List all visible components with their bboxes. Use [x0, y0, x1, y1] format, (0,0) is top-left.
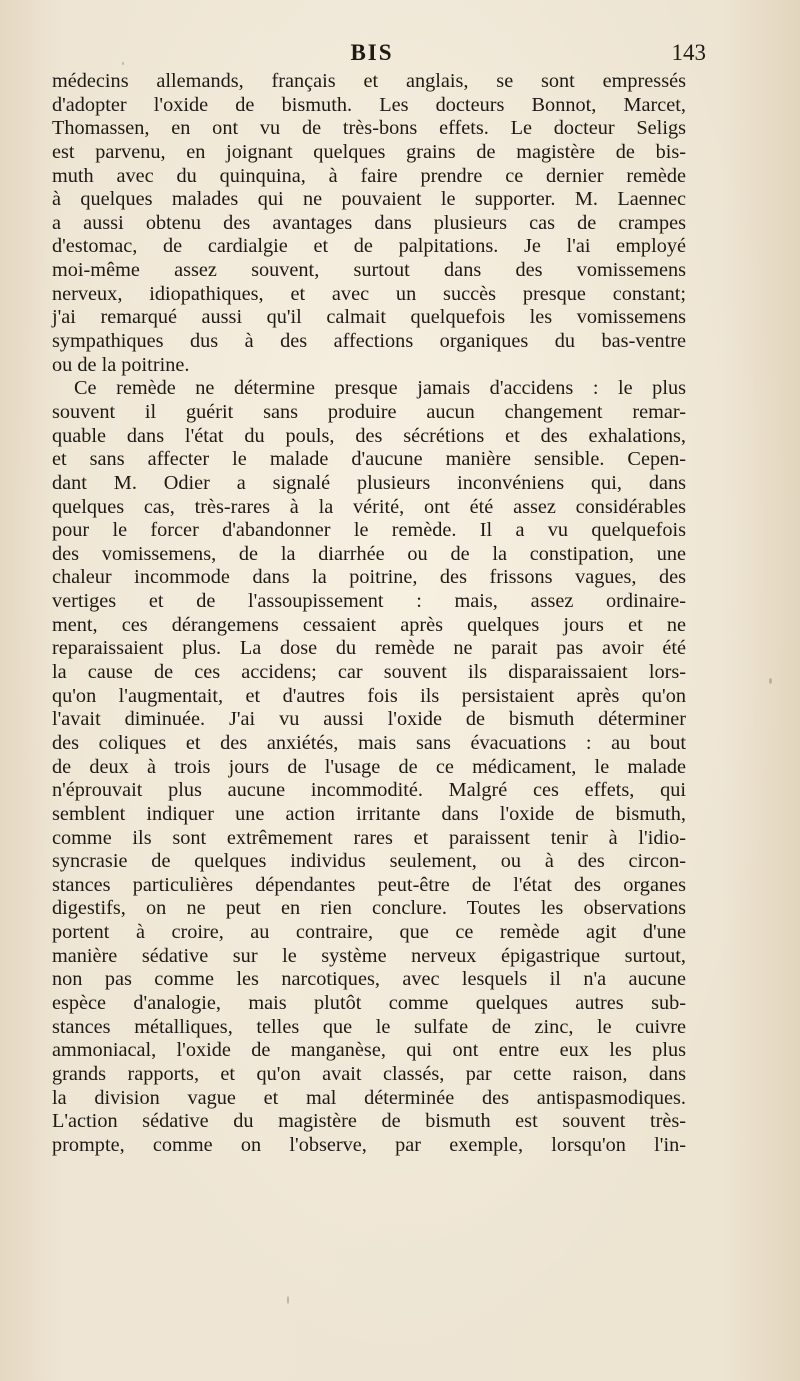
text-line: reparaissaient plus. La dose du remède ne parait pas avoir été	[52, 637, 686, 660]
running-head: BIS	[350, 40, 394, 65]
paper-speck	[122, 62, 124, 65]
paragraph-end-line: ou de la poitrine.	[52, 353, 190, 376]
text-line: quable dans l'état du pouls, des sécrétions et des exhalations,	[52, 424, 686, 447]
text-line: portent à croire, au contraire, que ce remède agit d'une	[52, 921, 686, 944]
paper-speck	[287, 1296, 289, 1304]
text-line: quelques cas, très-rares à la vérité, ont été assez considérables	[52, 495, 686, 518]
text-line: espèce d'analogie, mais plutôt comme quelques autres sub-	[52, 991, 686, 1014]
paragraph-start-line: Ce remède ne détermine presque jamais d'accidens : le plus	[74, 377, 686, 400]
text-line: a aussi obtenu des avantages dans plusieurs cas de crampes	[52, 211, 686, 234]
text-line: muth avec du quinquina, à faire prendre ce dernier remède	[52, 164, 686, 187]
text-line: souvent il guérit sans produire aucun changement remar-	[52, 400, 686, 423]
text-line: n'éprouvait plus aucune incommodité. Malgré ces effets, qui	[52, 779, 686, 802]
text-line: non pas comme les narcotiques, avec lesquels il n'a aucune	[52, 968, 686, 991]
text-line: sympathiques dus à des affections organiques du bas-ventre	[52, 330, 686, 353]
text-line: la cause de ces accidens; car souvent ils disparaissaient lors-	[52, 661, 686, 684]
text-line: vertiges et de l'assoupissement : mais, assez ordinaire-	[52, 590, 686, 613]
text-line: des vomissemens, de la diarrhée ou de la constipation, une	[52, 542, 686, 565]
paper-speck	[769, 678, 772, 684]
text-line: médecins allemands, français et anglais, se sont empressés	[52, 70, 686, 92]
text-line: L'action sédative du magistère de bismuth est souvent très-	[52, 1110, 686, 1133]
text-line: nerveux, idiopathiques, et avec un succès presque constant;	[52, 282, 686, 305]
page-header	[52, 40, 706, 68]
text-line: ment, ces dérangemens cessaient après quelques jours et ne	[52, 613, 686, 636]
text-line: est parvenu, en joignant quelques grains de magistère de bis-	[52, 140, 686, 163]
text-line: Thomassen, en ont vu de très-bons effets. Le docteur Seligs	[52, 117, 686, 140]
text-line: syncrasie de quelques individus seulement, ou à des circon-	[52, 850, 686, 873]
text-line: digestifs, on ne peut en rien conclure. Toutes les observations	[52, 897, 686, 920]
text-line: des coliques et des anxiétés, mais sans évacuations : au bout	[52, 731, 686, 754]
text-line: ammoniacal, l'oxide de manganèse, qui ont entre eux les plus	[52, 1039, 686, 1062]
text-line: dant M. Odier a signalé plusieurs inconvéniens qui, dans	[52, 471, 686, 494]
text-line: d'adopter l'oxide de bismuth. Les docteurs Bonnot, Marcet,	[52, 93, 686, 116]
text-line: l'avait diminuée. J'ai vu aussi l'oxide de bismuth déterminer	[52, 708, 686, 731]
text-line: pour le forcer d'abandonner le remède. Il a vu quelquefois	[52, 519, 686, 542]
text-line: d'estomac, de cardialgie et de palpitations. Je l'ai employé	[52, 235, 686, 258]
text-line: qu'on l'augmentait, et d'autres fois ils persistaient après qu'on	[52, 684, 686, 707]
text-line: moi-même assez souvent, surtout dans des vomissemens	[52, 259, 686, 282]
text-line: et sans affecter le malade d'aucune manière sensible. Cepen-	[52, 448, 686, 471]
body-text	[52, 70, 686, 1157]
text-line: j'ai remarqué aussi qu'il calmait quelquefois les vomissemens	[52, 306, 686, 329]
text-line: à quelques malades qui ne pouvaient le supporter. M. Laennec	[52, 188, 686, 211]
text-line: stances particulières dépendantes peut-être de l'état des organes	[52, 873, 686, 896]
text-line: la division vague et mal déterminée des antispasmodiques.	[52, 1086, 686, 1109]
text-line: chaleur incommode dans la poitrine, des frissons vagues, des	[52, 566, 686, 589]
text-line: prompte, comme on l'observe, par exemple, lorsqu'on l'in-	[52, 1133, 686, 1156]
text-line: grands rapports, et qu'on avait classés, par cette raison, dans	[52, 1062, 686, 1085]
text-line: comme ils sont extrêmement rares et paraissent tenir à l'idio-	[52, 826, 686, 849]
text-line: manière sédative sur le système nerveux épigastrique surtout,	[52, 944, 686, 967]
text-line: semblent indiquer une action irritante dans l'oxide de bismuth,	[52, 802, 686, 825]
text-line: stances métalliques, telles que le sulfate de zinc, le cuivre	[52, 1015, 686, 1038]
text-line: de deux à trois jours de l'usage de ce médicament, le malade	[52, 755, 686, 778]
page-number: 143	[671, 40, 706, 65]
